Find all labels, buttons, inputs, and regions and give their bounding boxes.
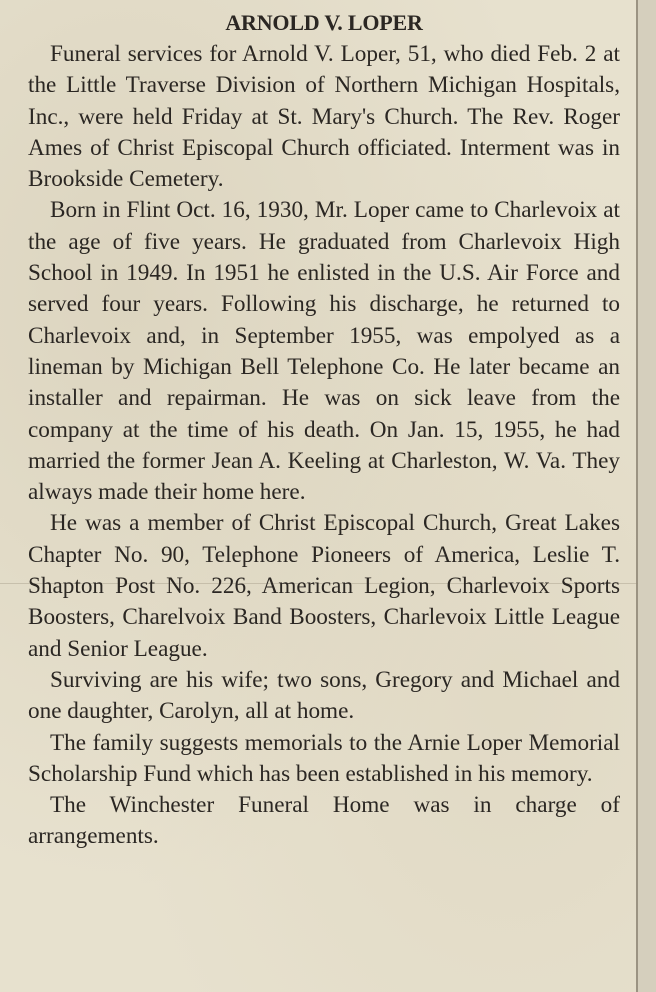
paragraph-biography: Born in Flint Oct. 16, 1930, Mr. Loper came to Charlevoix at the age of five years. He graduated from Charlevoix High School in 1949. In 1951 he enlisted in the U.S. Air Force and served four years. Following his discharge, he returned to Charlevoix and, in September 1955, was empolyed as a lineman by Michigan Bell Telephone Co. He later became an installer and repairman. He was on sick leave from the company at the time of his death. On Jan. 15, 1955, he had married the former Jean A. Keeling at Charleston, W. Va. They always made their home here. <box>28 197 620 506</box>
paragraph-survivors: Surviving are his wife; two sons, Gregory and Michael and one daughter, Carolyn, all at home. <box>28 666 620 725</box>
paragraph-memorials: The family suggests memorials to the Arnie Loper Memorial Scholarship Fund which has been established in his memory. <box>28 729 620 787</box>
paragraph-arrangements: The Winchester Funeral Home was in charge of arrangements. <box>28 792 620 850</box>
obituary-headline: ARNOLD V. LOPER <box>225 10 423 35</box>
paragraph-memberships: He was a member of Christ Episcopal Church, Great Lakes Chapter No. 90, Telephone Pioneers of America, Leslie T. Shapton Post No. 226, American Legion, Charlevoix Sports Boosters, Charelvoix Band Boosters, Charlevoix Little League and Senior League. <box>28 510 620 662</box>
obituary-column <box>28 8 620 853</box>
scan-background-edge <box>638 0 656 992</box>
paragraph-funeral-services: Funeral services for Arnold V. Loper, 51, who died Feb. 2 at the Little Traverse Division of Northern Michigan Hospitals, Inc., were held Friday at St. Mary's Church. The Rev. Roger Ames of Christ Episcopal Church officiated. Interment was in Brookside Cemetery. <box>28 41 620 193</box>
